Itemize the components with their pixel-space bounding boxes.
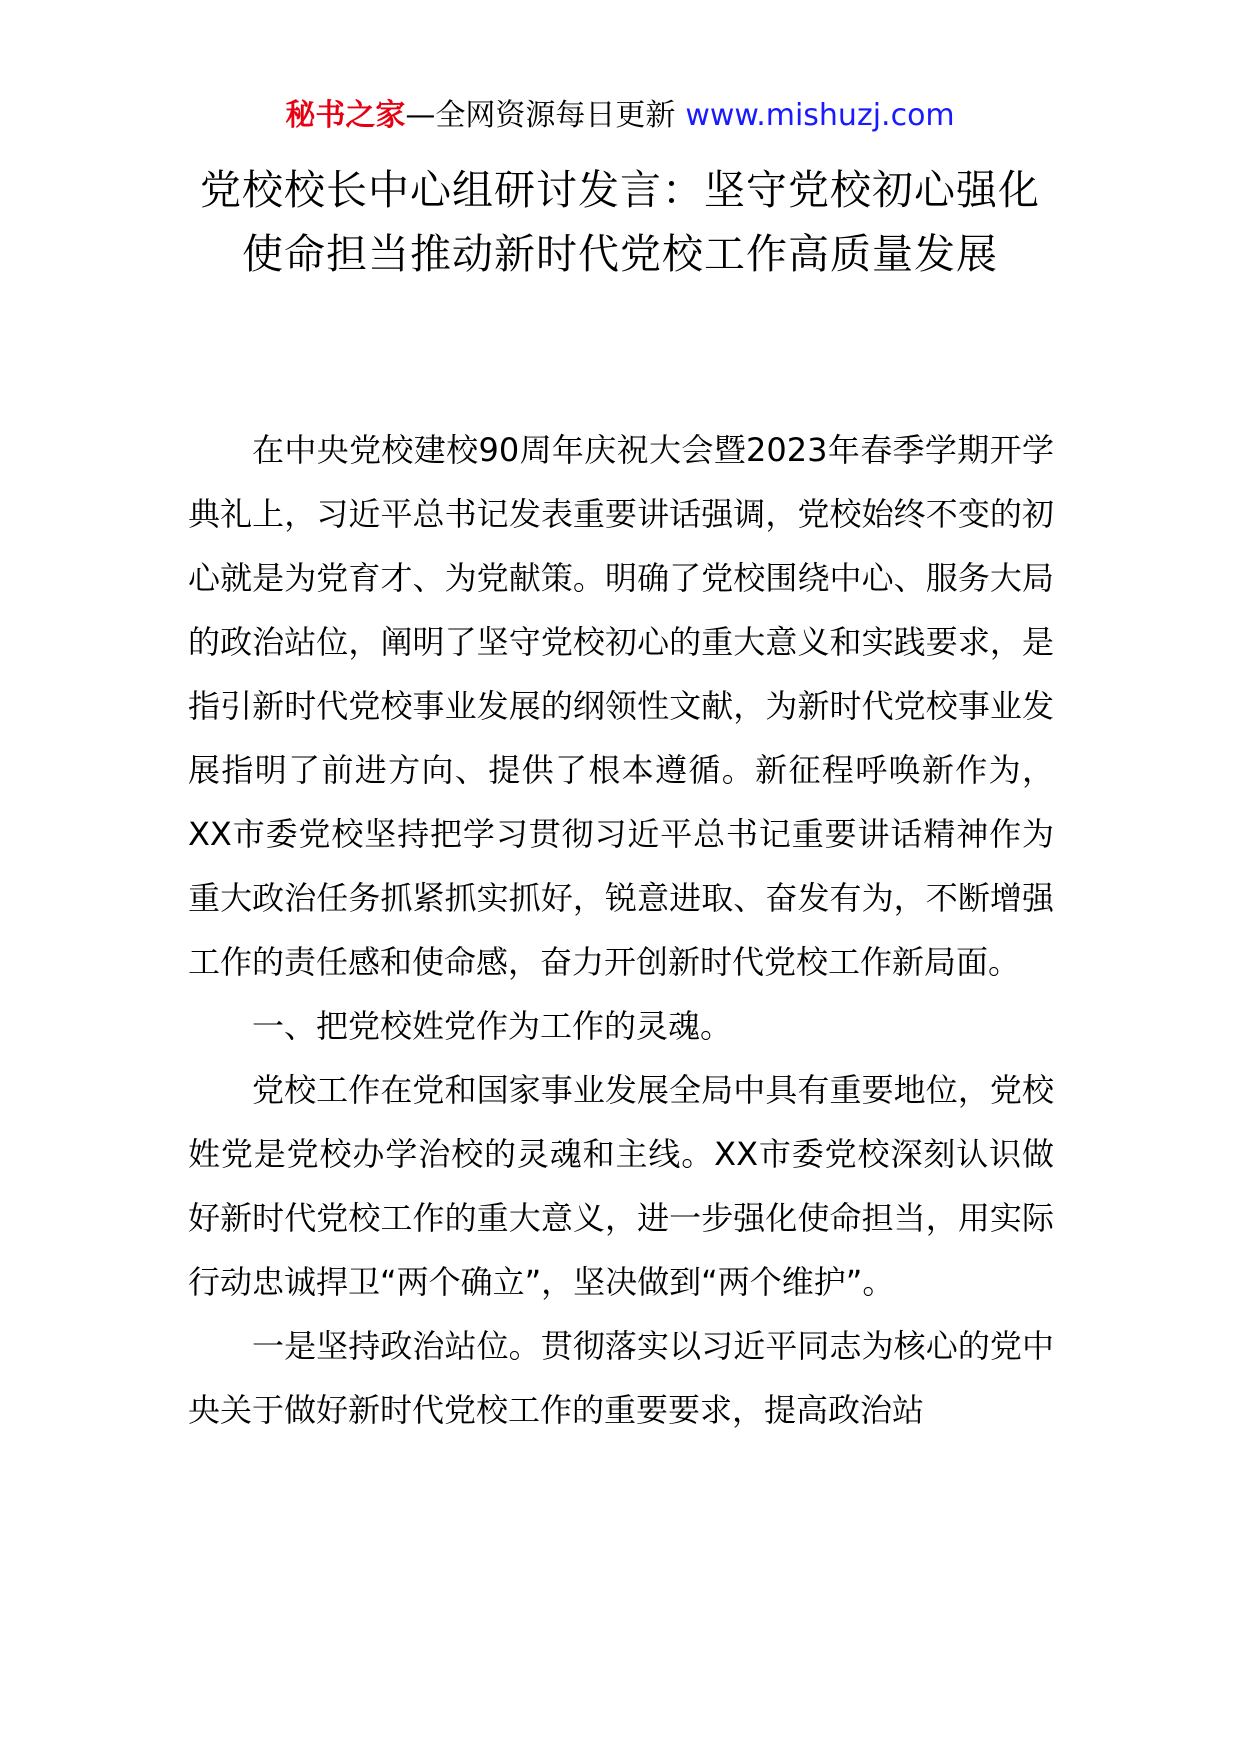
document-title: 党校校长中心组研讨发言：坚守党校初心强化使命担当推动新时代党校工作高质量发展 bbox=[200, 166, 1040, 278]
section-heading-1: 一、把党校姓党作为工作的灵魂。 bbox=[252, 1007, 733, 1045]
site-header bbox=[0, 96, 1240, 136]
paragraph-intro: 在中央党校建校90周年庆祝大会暨2023年春季学期开学典礼上，习近平总书记发表重要讲话强调，党校始终不变的初心就是为党育才、为党献策。明确了党校围绕中心、服务大局的政治站位，阐明了坚守党校初心的重大意义和实践要求，是指引新时代党校事业发展的纲领性文献，为新时代党校事业发展指明了前进方向、提供了根本遵循。新征程呼唤新作为，XX市委党校坚持把学习贯彻习近平总书记重要讲话精神作为重大政治任务抓紧抓实抓好，锐意进取、奋发有为，不断增强工作的责任感和使命感，奋力开创新时代党校工作新局面。 bbox=[188, 431, 1054, 981]
site-url-link[interactable]: www.mishuzj.com bbox=[685, 98, 955, 133]
site-brand: 秘书之家 bbox=[285, 98, 406, 133]
paragraph-point-1: 一是坚持政治站位。贯彻落实以习近平同志为核心的党中央关于做好新时代党校工作的重要要求，提高政治站 bbox=[188, 1327, 1054, 1429]
document-body bbox=[188, 418, 1054, 1442]
site-tagline: —全网资源每日更新 bbox=[405, 98, 676, 133]
paragraph-section-1: 党校工作在党和国家事业发展全局中具有重要地位，党校姓党是党校办学治校的灵魂和主线。XX市委党校深刻认识做好新时代党校工作的重大意义，进一步强化使命担当，用实际行动忠诚捍卫“两个确立”，坚决做到“两个维护”。 bbox=[188, 1071, 1054, 1301]
